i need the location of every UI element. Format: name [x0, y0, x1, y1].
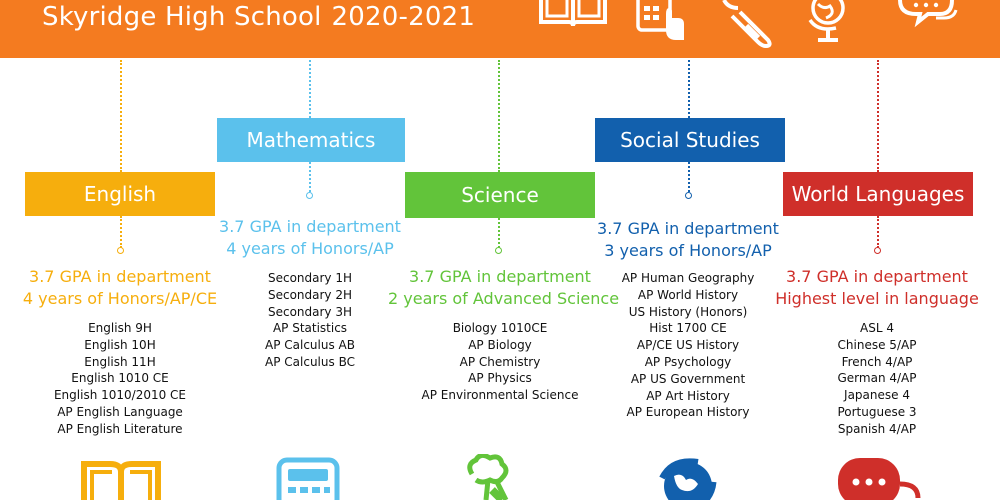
- book-icon: [80, 458, 162, 500]
- list-item: AP Art History: [646, 388, 730, 403]
- math-connector-top: [309, 60, 311, 118]
- science-advanced-requirement: 2 years of Advanced Science: [388, 289, 620, 308]
- calculator-icon: [276, 457, 340, 500]
- list-item: Portuguese 3: [837, 404, 917, 419]
- list-item: AP Psychology: [644, 354, 732, 369]
- mathematics-stats: [200, 216, 420, 260]
- list-item: Secondary 3H: [267, 304, 353, 319]
- world-languages-label: World Languages: [783, 172, 973, 216]
- list-item: AP European History: [626, 405, 750, 420]
- list-item: US History (Honors): [628, 304, 748, 319]
- social-studies-honors-requirement: 3 years of Honors/AP: [604, 241, 772, 260]
- list-item: English 1010/2010 CE: [53, 388, 187, 403]
- social-studies-label: Social Studies: [595, 118, 785, 162]
- header-banner: [0, 0, 1000, 58]
- list-item: AP English Literature: [57, 421, 183, 436]
- languages-connector-bottom: [877, 216, 879, 248]
- list-item: English 9H: [88, 321, 152, 335]
- calculator-icon: [636, 0, 686, 42]
- science-icon: [462, 454, 532, 500]
- social-connector-bottom: [688, 162, 690, 192]
- globe-icon: [804, 0, 854, 50]
- book-icon: [538, 0, 608, 26]
- list-item: AP/CE US History: [636, 338, 740, 353]
- math-connector-dot: [306, 192, 313, 199]
- science-gpa: 3.7 GPA in department: [409, 267, 591, 286]
- list-item: AP Physics: [468, 371, 532, 386]
- social-connector-dot: [685, 192, 692, 199]
- science-connector-dot: [495, 247, 502, 254]
- world-languages-level-requirement: Highest level in language: [775, 289, 979, 308]
- speech-bubbles-icon: [834, 454, 924, 500]
- social-studies-column: [578, 218, 798, 421]
- english-column: [10, 266, 230, 438]
- social-studies-gpa: 3.7 GPA in department: [597, 219, 779, 238]
- list-item: English 11H: [84, 354, 156, 369]
- list-item: AP Statistics: [272, 321, 348, 336]
- social-connector-top: [688, 60, 690, 118]
- list-item: AP Calculus AB: [265, 338, 355, 353]
- world-languages-course-list: [767, 320, 987, 438]
- list-item: English 10H: [84, 337, 156, 352]
- list-item: Hist 1700 CE: [649, 321, 727, 336]
- english-connector-dot: [117, 247, 124, 254]
- mathematics-label: Mathematics: [217, 118, 405, 162]
- mathematics-column: [200, 216, 420, 371]
- list-item: French 4/AP: [841, 354, 913, 369]
- world-languages-gpa: 3.7 GPA in department: [786, 267, 968, 286]
- speech-bubbles-icon: [896, 0, 960, 34]
- list-item: Secondary 2H: [267, 287, 353, 302]
- english-stats: [10, 266, 230, 310]
- list-item: ASL 4: [860, 321, 894, 335]
- list-item: AP Human Geography: [621, 271, 755, 285]
- list-item: English 1010 CE: [71, 371, 169, 386]
- page-title: [42, 2, 475, 32]
- english-connector-bottom: [120, 216, 122, 248]
- social-studies-stats: [578, 218, 798, 262]
- list-item: German 4/AP: [837, 371, 917, 386]
- languages-connector-dot: [874, 247, 881, 254]
- social-studies-course-list: [578, 270, 798, 421]
- mathematics-course-list: [200, 270, 420, 371]
- science-icon: [718, 0, 778, 48]
- list-item: AP English Language: [57, 404, 183, 419]
- mathematics-gpa: 3.7 GPA in department: [219, 217, 401, 236]
- english-connector-top: [120, 60, 122, 172]
- school-year: 2020-2021: [331, 2, 476, 32]
- list-item: Secondary 1H: [267, 271, 353, 285]
- school-name: Skyridge High School: [42, 2, 322, 32]
- list-item: AP Biology: [468, 337, 532, 352]
- list-item: AP Environmental Science: [421, 388, 579, 403]
- mathematics-honors-requirement: 4 years of Honors/AP: [226, 239, 394, 258]
- math-connector-bottom: [309, 162, 311, 192]
- list-item: Chinese 5/AP: [837, 337, 917, 352]
- science-connector-top: [498, 60, 500, 172]
- list-item: Spanish 4/AP: [837, 421, 917, 436]
- world-languages-stats: [767, 266, 987, 310]
- world-languages-column: [767, 266, 987, 438]
- english-honors-requirement: 4 years of Honors/AP/CE: [22, 289, 218, 308]
- list-item: AP World History: [637, 287, 739, 302]
- languages-connector-top: [877, 60, 879, 172]
- english-label: English: [25, 172, 215, 216]
- list-item: AP US Government: [630, 371, 746, 386]
- english-course-list: [10, 320, 230, 438]
- english-gpa: 3.7 GPA in department: [29, 267, 211, 286]
- globe-icon: [652, 454, 724, 500]
- science-connector-bottom: [498, 218, 500, 248]
- list-item: Japanese 4: [844, 388, 910, 403]
- list-item: Biology 1010CE: [452, 321, 548, 335]
- list-item: AP Chemistry: [459, 354, 541, 369]
- list-item: AP Calculus BC: [265, 354, 355, 369]
- science-label: Science: [405, 172, 595, 218]
